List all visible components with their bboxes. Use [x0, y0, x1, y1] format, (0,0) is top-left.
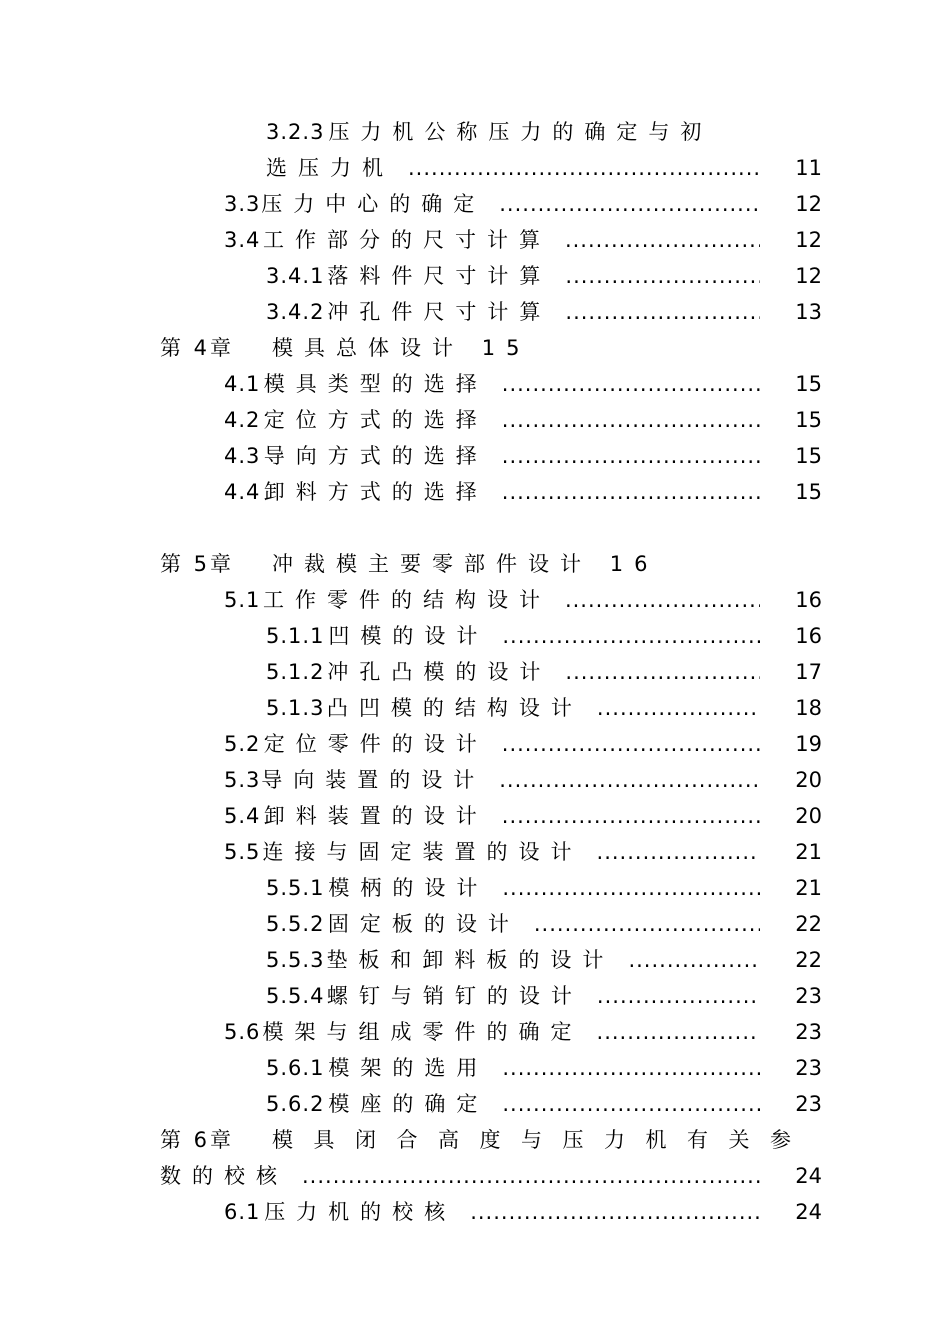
- toc-entry-number: 3.4: [224, 228, 261, 252]
- toc-dot-leader: [565, 228, 760, 252]
- toc-entry[interactable]: [266, 260, 822, 296]
- toc-entry-title: 选压力机: [266, 156, 394, 180]
- toc-page-number: 13: [795, 300, 822, 324]
- toc-entry-number: 6.1: [224, 1200, 261, 1224]
- toc-dot-leader: [534, 912, 760, 936]
- toc-dot-leader: [565, 300, 760, 324]
- toc-dot-leader: [470, 1200, 760, 1224]
- toc-entry[interactable]: [224, 188, 822, 224]
- toc-dot-leader: [502, 480, 760, 504]
- toc-chapter-title: 冲裁模主要零部件设计 16: [272, 552, 659, 576]
- toc-entry[interactable]: [224, 836, 822, 872]
- toc-dot-leader: [502, 408, 760, 432]
- toc-dot-leader: [502, 732, 760, 756]
- toc-chapter[interactable]: [160, 1160, 822, 1196]
- toc-page-number: 23: [795, 984, 822, 1008]
- toc-entry-number: 3.4.2: [266, 300, 325, 324]
- toc-entry-number: 3.2.3: [266, 120, 325, 144]
- toc-entry-title: 螺钉与销钉的设计: [326, 984, 583, 1008]
- toc-entry-number: 5.1.1: [266, 624, 325, 648]
- toc-entry[interactable]: [224, 1196, 822, 1232]
- toc-entry-number: 3.4.1: [266, 264, 325, 288]
- toc-page-number: 12: [795, 192, 822, 216]
- toc-entry-number: 5.3: [224, 768, 261, 792]
- toc-dot-leader: [502, 1056, 760, 1080]
- toc-entry-title: 连接与固定装置的设计: [262, 840, 583, 864]
- toc-chapter[interactable]: [160, 332, 822, 368]
- toc-page-number: 23: [795, 1020, 822, 1044]
- toc-page-number: 12: [795, 228, 822, 252]
- toc-page-number: 24: [795, 1164, 822, 1188]
- toc-entry-title: 冲孔件尺寸计算: [327, 300, 552, 324]
- toc-entry-number: 5.1.2: [266, 660, 325, 684]
- toc-dot-leader: [502, 804, 760, 828]
- toc-entry-title: 垫板和卸料板的设计: [326, 948, 615, 972]
- toc-entry-title: 压力机的校核: [264, 1200, 457, 1224]
- toc-entry-number: 5.1: [224, 588, 261, 612]
- toc-entry[interactable]: [224, 1016, 822, 1052]
- toc-entry[interactable]: [224, 800, 822, 836]
- toc-page-number: 15: [795, 408, 822, 432]
- toc-entry[interactable]: [224, 728, 822, 764]
- toc-dot-leader: [565, 588, 760, 612]
- toc-entry[interactable]: [224, 368, 822, 404]
- toc-entry[interactable]: [224, 404, 822, 440]
- toc-page-number: 23: [795, 1056, 822, 1080]
- toc-entry[interactable]: [266, 116, 822, 152]
- toc-page-number: 20: [795, 768, 822, 792]
- toc-entry-title: 卸料方式的选择: [263, 480, 488, 504]
- toc-entry-title: 模架与组成零件的确定: [262, 1020, 583, 1044]
- toc-entry-number: 4.2: [224, 408, 261, 432]
- toc-entry[interactable]: [266, 1052, 822, 1088]
- toc-entry-title: 压力中心的确定: [261, 192, 486, 216]
- toc-entry[interactable]: [266, 872, 822, 908]
- toc-entry[interactable]: [266, 656, 822, 692]
- toc-dot-leader: [597, 1020, 760, 1044]
- toc-entry-title: 定位零件的设计: [263, 732, 488, 756]
- toc-entry-number: 5.2: [224, 732, 261, 756]
- toc-entry[interactable]: [224, 440, 822, 476]
- toc-chapter-number: 第 5章: [160, 552, 235, 576]
- toc-chapter-title: 模具闭合高度与压力机有关参: [272, 1128, 812, 1152]
- toc-entry-title: 模架的选用: [328, 1056, 489, 1080]
- toc-dot-leader: [597, 696, 760, 720]
- toc-dot-leader: [565, 264, 760, 288]
- toc-page-number: 18: [795, 696, 822, 720]
- toc-dot-leader: [502, 624, 760, 648]
- toc-chapter-title: 数的校核: [160, 1164, 288, 1188]
- toc-dot-leader: [502, 1092, 760, 1116]
- toc-entry[interactable]: [266, 908, 822, 944]
- toc-entry-title: 凸凹模的结构设计: [326, 696, 583, 720]
- toc-page-number: 20: [795, 804, 822, 828]
- toc-chapter-number: 第 4章: [160, 336, 235, 360]
- toc-page-number: 16: [795, 624, 822, 648]
- toc-page-number: 12: [795, 264, 822, 288]
- toc-dot-leader: [628, 948, 760, 972]
- toc-page-number: 23: [795, 1092, 822, 1116]
- toc-entry-title: 工作零件的结构设计: [262, 588, 551, 612]
- toc-entry-number: 5.5.4: [266, 984, 325, 1008]
- toc-entry-title: 工作部分的尺寸计算: [262, 228, 551, 252]
- toc-entry-title: 定位方式的选择: [263, 408, 488, 432]
- toc-page-number: 15: [795, 372, 822, 396]
- toc-page-number: 22: [795, 948, 822, 972]
- toc-dot-leader: [499, 768, 760, 792]
- toc-entry[interactable]: [266, 944, 822, 980]
- toc-entry[interactable]: [224, 584, 822, 620]
- toc-entry-title: 冲孔凸模的设计: [327, 660, 552, 684]
- toc-entry[interactable]: [224, 764, 822, 800]
- toc-dot-leader: [565, 660, 760, 684]
- toc-entry[interactable]: [266, 620, 822, 656]
- toc-entry[interactable]: [266, 1088, 822, 1124]
- toc-entry-title: 导向装置的设计: [261, 768, 486, 792]
- toc-entry[interactable]: [224, 224, 822, 260]
- toc-entry-number: 5.6.1: [266, 1056, 325, 1080]
- toc-entry-number: 4.3: [224, 444, 261, 468]
- toc-dot-leader: [302, 1164, 760, 1188]
- toc-entry-title: 卸料装置的设计: [263, 804, 488, 828]
- toc-entry-title: 导向方式的选择: [263, 444, 488, 468]
- toc-page-number: 17: [795, 660, 822, 684]
- toc-page-number: 16: [795, 588, 822, 612]
- toc-dot-leader: [502, 876, 760, 900]
- toc-chapter[interactable]: [160, 548, 822, 584]
- toc-page-number: 11: [795, 156, 822, 180]
- toc-dot-leader: [597, 984, 760, 1008]
- toc-entry[interactable]: [266, 980, 822, 1016]
- toc-entry-title: 落料件尺寸计算: [327, 264, 552, 288]
- toc-page-number: 19: [795, 732, 822, 756]
- toc-entry-number: 5.6: [224, 1020, 261, 1044]
- toc-entry-number: 5.5.1: [266, 876, 325, 900]
- toc-entry-number: 4.4: [224, 480, 261, 504]
- toc-entry-title: 固定板的设计: [327, 912, 520, 936]
- toc-entry-number: 5.5.3: [266, 948, 325, 972]
- toc-chapter-title: 模具总体设计 15: [272, 336, 531, 360]
- toc-entry-title: 凹模的设计: [328, 624, 489, 648]
- toc-entry-number: 5.1.3: [266, 696, 325, 720]
- toc-dot-leader: [502, 372, 760, 396]
- toc-entry[interactable]: [266, 152, 822, 188]
- toc-page-number: 21: [795, 876, 822, 900]
- toc-entry[interactable]: [266, 296, 822, 332]
- toc-entry-title: 压力机公称压力的确定与初: [328, 120, 713, 144]
- toc-dot-leader: [502, 444, 760, 468]
- toc-entry-number: 4.1: [224, 372, 261, 396]
- toc-entry-number: 3.3: [224, 192, 261, 216]
- toc-page-number: 24: [795, 1200, 822, 1224]
- toc-entry-title: 模座的确定: [328, 1092, 489, 1116]
- toc-entry-number: 5.6.2: [266, 1092, 325, 1116]
- toc-dot-leader: [597, 840, 760, 864]
- toc-page-number: 21: [795, 840, 822, 864]
- toc-dot-leader: [408, 156, 760, 180]
- toc-page-number: 15: [795, 480, 822, 504]
- toc-entry-number: 5.5: [224, 840, 261, 864]
- toc-page-number: 22: [795, 912, 822, 936]
- toc-entry-number: 5.4: [224, 804, 261, 828]
- toc-page-number: 15: [795, 444, 822, 468]
- toc-chapter[interactable]: [160, 1124, 822, 1160]
- toc-entry[interactable]: [266, 692, 822, 728]
- toc-entry-title: 模具类型的选择: [263, 372, 488, 396]
- toc-chapter-number: 第 6章: [160, 1128, 235, 1152]
- toc-dot-leader: [499, 192, 760, 216]
- toc-entry-title: 模柄的设计: [328, 876, 489, 900]
- toc-entry-number: 5.5.2: [266, 912, 325, 936]
- toc-entry[interactable]: [224, 476, 822, 512]
